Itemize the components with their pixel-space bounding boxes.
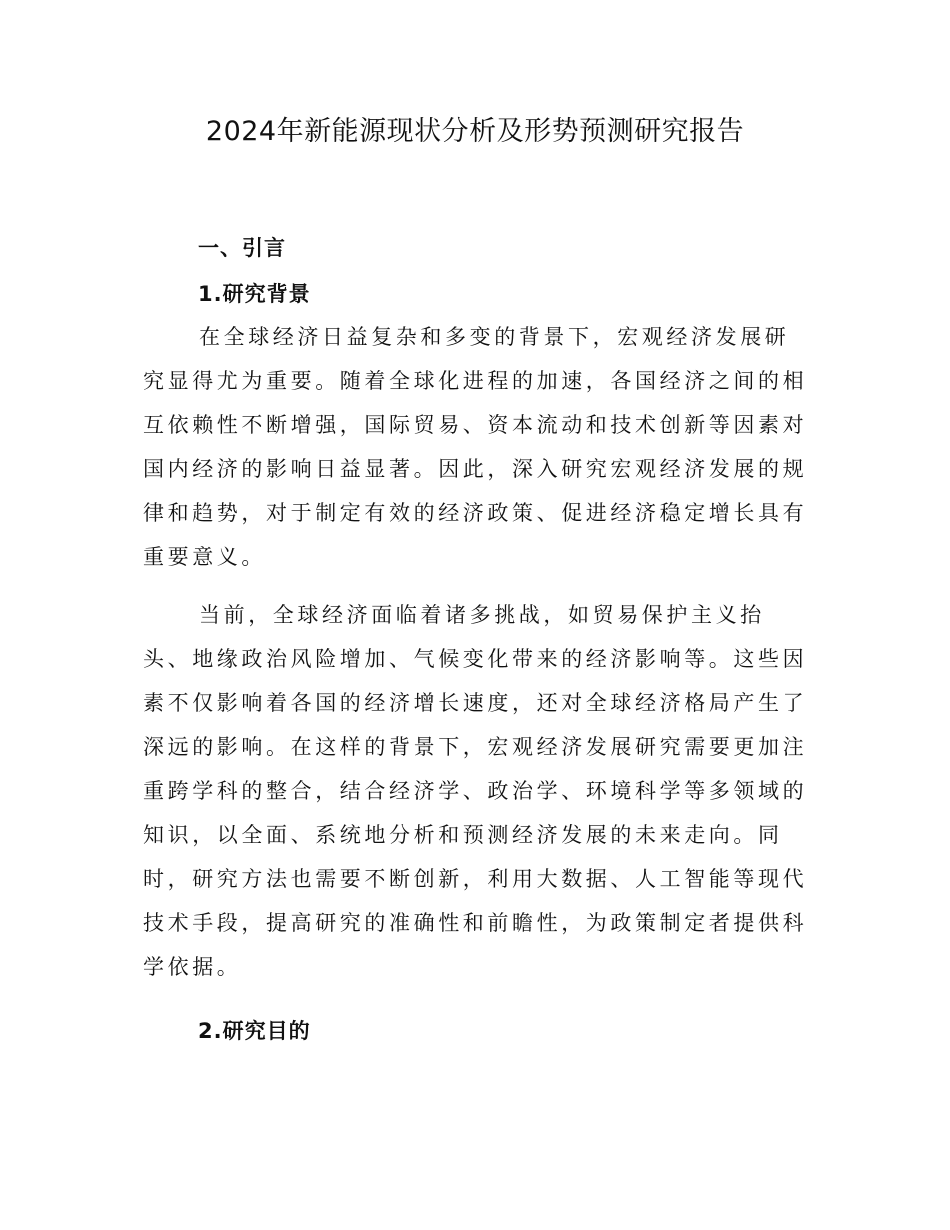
paragraph-line: 在全球经济日益复杂和多变的背景下，宏观经济发展研 [199, 325, 790, 349]
paragraph-line: 律和趋势，对于制定有效的经济政策、促进经济稳定增长具有 [143, 501, 808, 525]
subsection-heading-research-purpose: 2.研究目的 [198, 1019, 311, 1043]
document-title: 2024年新能源现状分析及形势预测研究报告 [205, 116, 745, 147]
paragraph-line: 时，研究方法也需要不断创新，利用大数据、人工智能等现代 [143, 867, 808, 891]
paragraph-background-2 [143, 600, 809, 996]
paragraph-line: 学依据。 [143, 955, 242, 979]
section-heading-introduction: 一、引言 [198, 236, 286, 260]
paragraph-background-1 [143, 322, 809, 586]
subsection-heading-research-background: 1.研究背景 [198, 282, 311, 306]
paragraph-line: 头、地缘政治风险增加、气候变化带来的经济影响等。这些因 [143, 647, 808, 671]
paragraph-line: 素不仅影响着各国的经济增长速度，还对全球经济格局产生了 [143, 691, 808, 715]
paragraph-line: 深远的影响。在这样的背景下，宏观经济发展研究需要更加注 [143, 735, 808, 759]
paragraph-line: 当前，全球经济面临着诸多挑战，如贸易保护主义抬 [199, 603, 765, 627]
paragraph-line: 究显得尤为重要。随着全球化进程的加速，各国经济之间的相 [143, 369, 808, 393]
paragraph-line: 技术手段，提高研究的准确性和前瞻性，为政策制定者提供科 [143, 911, 808, 935]
paragraph-line: 国内经济的影响日益显著。因此，深入研究宏观经济发展的规 [143, 457, 808, 481]
paragraph-line: 互依赖性不断增强，国际贸易、资本流动和技术创新等因素对 [143, 413, 808, 437]
paragraph-line: 知识，以全面、系统地分析和预测经济发展的未来走向。同 [143, 823, 783, 847]
paragraph-line: 重要意义。 [143, 545, 266, 569]
paragraph-line: 重跨学科的整合，结合经济学、政治学、环境科学等多领域的 [143, 779, 808, 803]
